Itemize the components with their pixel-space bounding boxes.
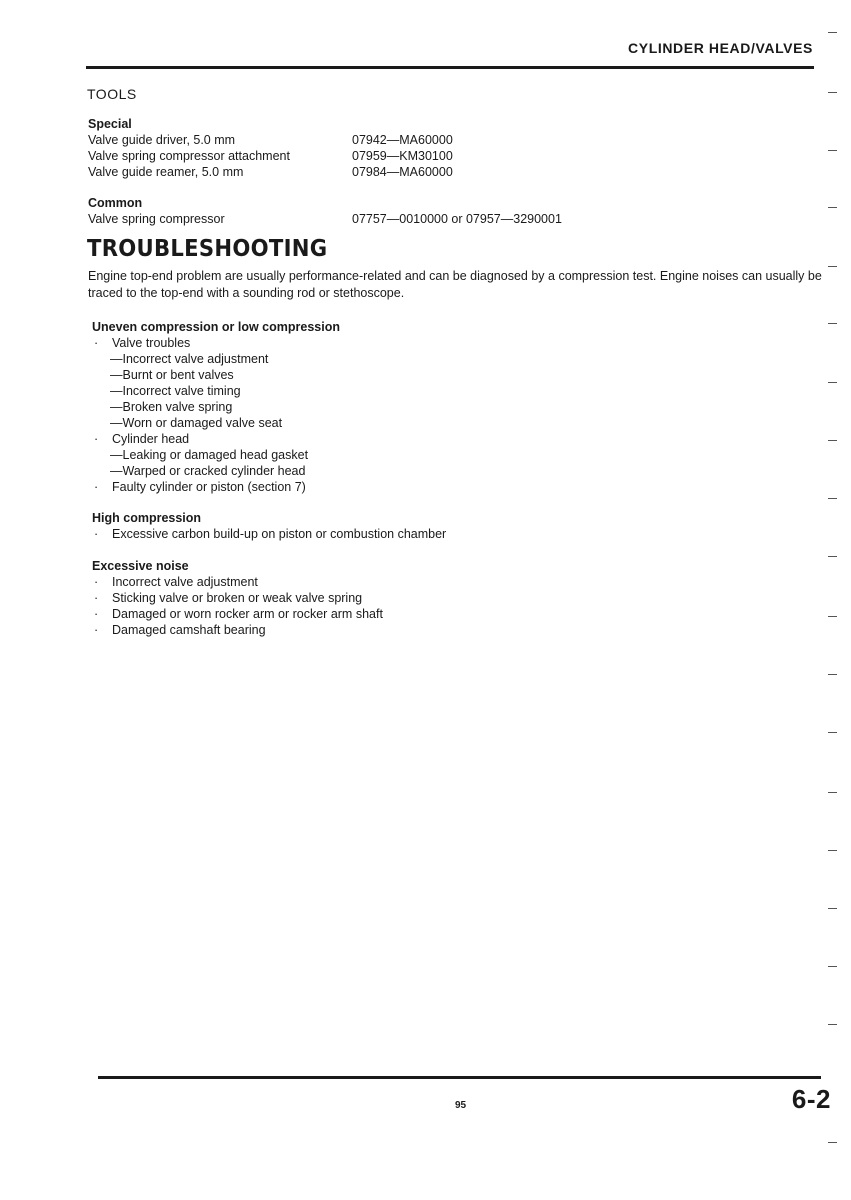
margin-tick — [828, 908, 837, 909]
sub-item: —Broken valve spring — [110, 400, 233, 414]
list-item — [92, 590, 383, 606]
item-label: Excessive carbon build-up on piston or combustion chamber — [112, 527, 447, 541]
margin-tick — [828, 440, 837, 441]
margin-tick — [828, 382, 837, 383]
chapter-number: 6-2 — [791, 1084, 831, 1114]
list-item — [92, 479, 340, 495]
margin-tick — [828, 32, 837, 33]
list-item — [92, 335, 340, 351]
tool-row — [88, 211, 562, 227]
item-label: Cylinder head — [112, 432, 190, 446]
high-compression-section — [92, 510, 446, 542]
margin-tick — [828, 616, 837, 617]
page-number: 95 — [455, 1100, 467, 1111]
troubleshooting-intro: Engine top-end problem are usually performance-related and can be diagnosed by a compression test. Engine noises can usually be traced to the top-end with a sounding rod or stethoscope. — [88, 269, 822, 300]
item-label: Faulty cylinder or piston (section 7) — [112, 480, 306, 494]
margin-tick — [828, 792, 837, 793]
margin-tick — [828, 732, 837, 733]
bullet-icon: · — [94, 607, 99, 621]
tool-number: 07984—MA60000 — [352, 165, 453, 179]
footer-rule — [98, 1076, 821, 1079]
item-label: Incorrect valve adjustment — [112, 575, 258, 589]
tools-heading: TOOLS — [87, 86, 137, 102]
bullet-icon: · — [94, 623, 99, 637]
bullet-icon: · — [94, 591, 99, 605]
margin-tick — [828, 556, 837, 557]
section-title: CYLINDER HEAD/VALVES — [628, 40, 813, 56]
item-label: Damaged camshaft bearing — [112, 623, 266, 637]
common-tools — [88, 195, 562, 227]
margin-tick — [828, 150, 837, 151]
tool-name: Valve guide driver, 5.0 mm — [88, 133, 236, 147]
bullet-icon: · — [94, 575, 99, 589]
tool-number: 07959—KM30100 — [352, 149, 453, 163]
bullet-icon: · — [94, 480, 99, 494]
sub-item: —Leaking or damaged head gasket — [110, 448, 309, 462]
list-item — [92, 526, 446, 542]
margin-tick — [828, 1142, 837, 1143]
troubleshooting-title: TROUBLESHOOTING — [87, 236, 328, 262]
sub-item: —Incorrect valve timing — [110, 384, 241, 398]
common-heading: Common — [88, 196, 143, 210]
bullet-icon: · — [94, 336, 99, 350]
sub-item: —Burnt or bent valves — [110, 368, 234, 382]
sub-item: —Warped or cracked cylinder head — [110, 464, 306, 478]
list-item — [92, 574, 383, 590]
tool-row — [88, 164, 453, 180]
tool-number: 07942—MA60000 — [352, 133, 453, 147]
margin-tick — [828, 674, 837, 675]
tool-name: Valve guide reamer, 5.0 mm — [88, 165, 244, 179]
margin-tick — [828, 323, 837, 324]
tool-row — [88, 148, 453, 164]
uneven-heading: Uneven compression or low compression — [92, 320, 340, 334]
tool-name: Valve spring compressor — [88, 212, 225, 226]
item-label: Damaged or worn rocker arm or rocker arm shaft — [112, 607, 383, 621]
margin-tick — [828, 966, 837, 967]
tool-number: 07757—0010000 or 07957—3290001 — [352, 212, 562, 226]
margin-tick — [828, 850, 837, 851]
bullet-icon: · — [94, 432, 99, 446]
margin-tick — [828, 92, 837, 93]
tool-row — [88, 132, 453, 148]
excessive-noise-section — [92, 558, 383, 638]
item-label: Sticking valve or broken or weak valve spring — [112, 591, 363, 605]
tool-name: Valve spring compressor attachment — [88, 149, 290, 163]
bullet-icon: · — [94, 527, 99, 541]
list-item — [92, 606, 383, 622]
uneven-compression-section — [92, 319, 340, 495]
margin-tick — [828, 266, 837, 267]
header-rule — [86, 66, 814, 69]
list-item — [92, 622, 383, 638]
margin-tick — [828, 207, 837, 208]
noise-heading: Excessive noise — [92, 559, 189, 573]
list-item — [92, 431, 340, 447]
high-heading: High compression — [92, 511, 202, 525]
sub-item: —Incorrect valve adjustment — [110, 352, 269, 366]
special-heading: Special — [88, 117, 132, 131]
margin-tick — [828, 1024, 837, 1025]
margin-tick — [828, 498, 837, 499]
item-label: Valve troubles — [112, 336, 191, 350]
special-tools — [88, 116, 453, 180]
sub-item: —Worn or damaged valve seat — [110, 416, 283, 430]
